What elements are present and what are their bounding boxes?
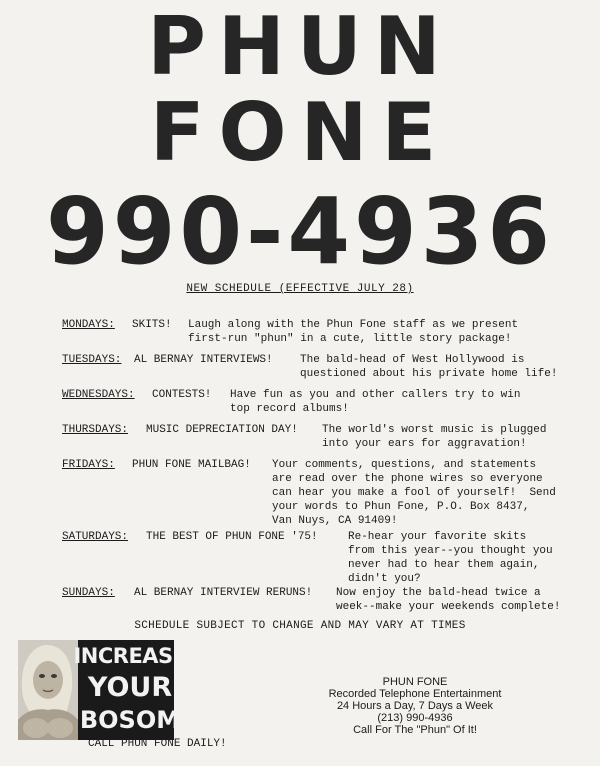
contact-name: PHUN FONE (382, 676, 448, 688)
day-description: The bald-head of West Hollywood is questioned about his private home life! (300, 354, 558, 380)
contact-tagline: Recorded Telephone Entertainment (328, 688, 502, 700)
day-title: AL BERNAY INTERVIEW RERUNS! (134, 587, 313, 599)
title-fone: FONE (149, 86, 451, 179)
day-title: THE BEST OF PHUN FONE '75! (146, 531, 318, 543)
day-description: Laugh along with the Phun Fone staff as we present first-run "phun" in a cute, little story package! (188, 319, 519, 345)
day-label: WEDNESDAYS: (62, 389, 135, 401)
day-label: SATURDAYS: (62, 531, 129, 543)
ad-text-bosom: BOSOM (79, 706, 181, 734)
ad-caption: CALL PHUN FONE DAILY! (88, 738, 227, 750)
day-title: PHUN FONE MAILBAG! (132, 459, 251, 471)
day-label: FRIDAYS: (62, 459, 115, 471)
day-description: Have fun as you and other callers try to win top record albums! (230, 389, 521, 415)
contact-hours: 24 Hours a Day, 7 Days a Week (336, 700, 494, 712)
title-phun: PHUN (147, 0, 453, 93)
contact-slogan: Call For The "Phun" Of It! (353, 724, 477, 736)
contact-block (300, 676, 530, 736)
day-label: TUESDAYS: (62, 354, 122, 366)
bosom-ad (18, 640, 187, 740)
schedule-disclaimer: SCHEDULE SUBJECT TO CHANGE AND MAY VARY AT TIMES (134, 620, 466, 632)
day-description: Your comments, questions, and statements are read over the phone wires so everyone can hear you make a fool of yourself! Send your words to Phun Fone, P.O. Box 8437, Van Nuys, CA 91409! (272, 459, 556, 527)
day-description: Now enjoy the bald-head twice a week--make your weekends complete! (336, 587, 561, 613)
day-title: AL BERNAY INTERVIEWS! (134, 354, 273, 366)
title-phone-number: 990-4936 (46, 178, 554, 285)
day-label: MONDAYS: (62, 319, 115, 331)
day-title: SKITS! (132, 319, 172, 331)
day-title: CONTESTS! (152, 389, 212, 401)
ad-text-your: YOUR (87, 672, 173, 703)
schedule-heading-text: NEW SCHEDULE (EFFECTIVE JULY 28) (186, 283, 414, 295)
ad-text-increase: INCREASE (73, 644, 187, 668)
schedule-heading (0, 283, 600, 295)
day-description: Re-hear your favorite skits from this year--you thought you never had to hear them again, didn't you? (348, 531, 553, 585)
day-label: THURSDAYS: (62, 424, 129, 436)
day-title: MUSIC DEPRECIATION DAY! (146, 424, 298, 436)
day-label: SUNDAYS: (62, 587, 115, 599)
day-description: The world's worst music is plugged into your ears for aggravation! (322, 424, 547, 450)
contact-phone: (213) 990-4936 (377, 712, 453, 724)
